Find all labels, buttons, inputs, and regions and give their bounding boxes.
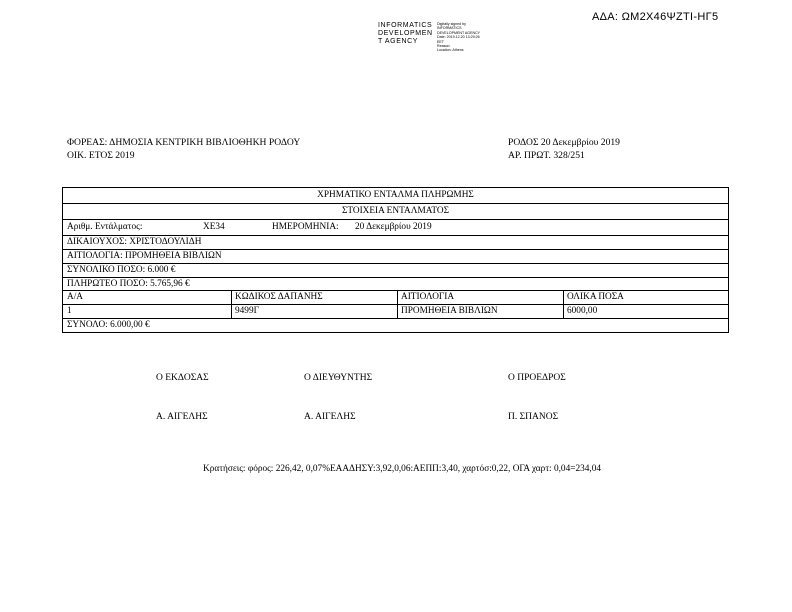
table-cell: ΠΡΟΜΗΘΕΙΑ ΒΙΒΛΙΩΝ [397,305,563,318]
table-cell: 6000,00 [563,305,728,318]
stamp-org-line: DEVELOPMEN [378,30,433,37]
mandate-date-value: 20 Δεκεμβρίου 2019 [355,222,432,232]
table-cell: 9499Γ [231,305,397,318]
column-header: ΚΩΔΙΚΟΣ ΔΑΠΑΝΗΣ [231,291,397,304]
mandate-date-label: ΗΜΕΡΟΜΗΝΙΑ: [272,222,339,232]
reason-row: ΑΙΤΙΟΛΟΓΙΑ: ΠΡΟΜΗΘΕΙΑ ΒΙΒΛΙΩΝ [63,250,728,264]
director-name: Α. ΑΙΓΕΛΗΣ [304,412,356,422]
stamp-detail-line: Location: Athens [437,48,464,53]
protocol-number: ΑΡ. ΠΡΩΤ. 328/251 [508,150,585,161]
mandate-number-label: Αριθμ. Εντάλματος: [67,222,143,232]
withholdings-line: Κρατήσεις: φόρος: 226,42, 0,07%ΕΑΑΔΗΣΥ:3,92,0,06:ΑΕΠΠ:3,40, χαρτόσ:0,22, ΟΓΑ χαρτ: 0,04=234,04 [203,464,602,474]
issuer-name: Α. ΑΙΓΕΛΗΣ [156,412,208,422]
place-date: ΡΟΔΟΣ 20 Δεκεμβρίου 2019 [508,137,620,148]
mandate-number-row [63,220,728,236]
column-header: ΑΙΤΙΟΛΟΓΙΑ [397,291,563,304]
column-header: ΟΛΙΚΑ ΠΟΣΑ [563,291,728,304]
foreas-label: ΦΟΡΕΑΣ: ΔΗΜΟΣΙΑ ΚΕΝΤΡΙΚΗ ΒΙΒΛΙΟΘΗΚΗ ΡΟΔΟΥ [67,137,301,148]
header-left [67,136,300,162]
column-header-row [63,291,728,305]
payment-mandate-table [62,187,729,333]
stamp-detail-line: Digitally signed by [437,22,466,26]
table-cell: 1 [67,306,72,316]
stamp-detail-line: DEVELOPMENT AGENCY [437,30,481,35]
stamp-detail-line: Reason: [437,44,451,49]
signature-stamp-org [378,22,433,46]
column-header: Α/Α [67,292,84,302]
mandate-title: ΧΡΗΜΑΤΙΚΟ ΕΝΤΑΛΜΑ ΠΛΗΡΩΜΗΣ [63,188,728,204]
stamp-org-line: T AGENCY [378,38,419,45]
president-role: Ο ΠΡΟΕΔΡΟΣ [508,373,566,383]
issuer-role: Ο ΕΚΔΟΣΑΣ [156,373,209,383]
director-role: Ο ΔΙΕΥΘΥΝΤΗΣ [304,373,373,383]
mandate-subtitle: ΣΤΟΙΧΕΙΑ ΕΝΤΑΛΜΑΤΟΣ [63,204,728,220]
table-row [63,305,728,319]
beneficiary-row: ΔΙΚΑΙΟΥΧΟΣ: ΧΡΙΣΤΟΔΟΥΛΙΔΗ [63,236,728,250]
ada-code: ΑΔΑ: ΩΜ2Χ46ΨΖΤΙ-ΗΓ5 [592,11,719,23]
stamp-detail-line: Date: 2019.12.20 13:29:26 [437,35,480,40]
signature-stamp-details [437,22,480,53]
fiscal-year: ΟΙΚ. ΕΤΟΣ 2019 [67,150,135,161]
president-name: Π. ΣΠΑΝΟΣ [508,412,559,422]
total-amount-row: ΣΥΝΟΛΙΚΟ ΠΟΣΟ: 6.000 € [63,264,728,278]
paid-amount-row: ΠΛΗΡΩΤΕΟ ΠΟΣΟ: 5.765,96 € [63,278,728,291]
stamp-org-line: INFORMATICS [378,22,433,29]
header-right [508,136,620,162]
mandate-number-value: ΧΕ34 [203,222,225,232]
sum-row: ΣΥΝΟΛΟ: 6.000,00 € [67,320,150,330]
stamp-detail-line: INFORMATICS [437,26,462,31]
stamp-detail-line: EET [437,39,444,44]
